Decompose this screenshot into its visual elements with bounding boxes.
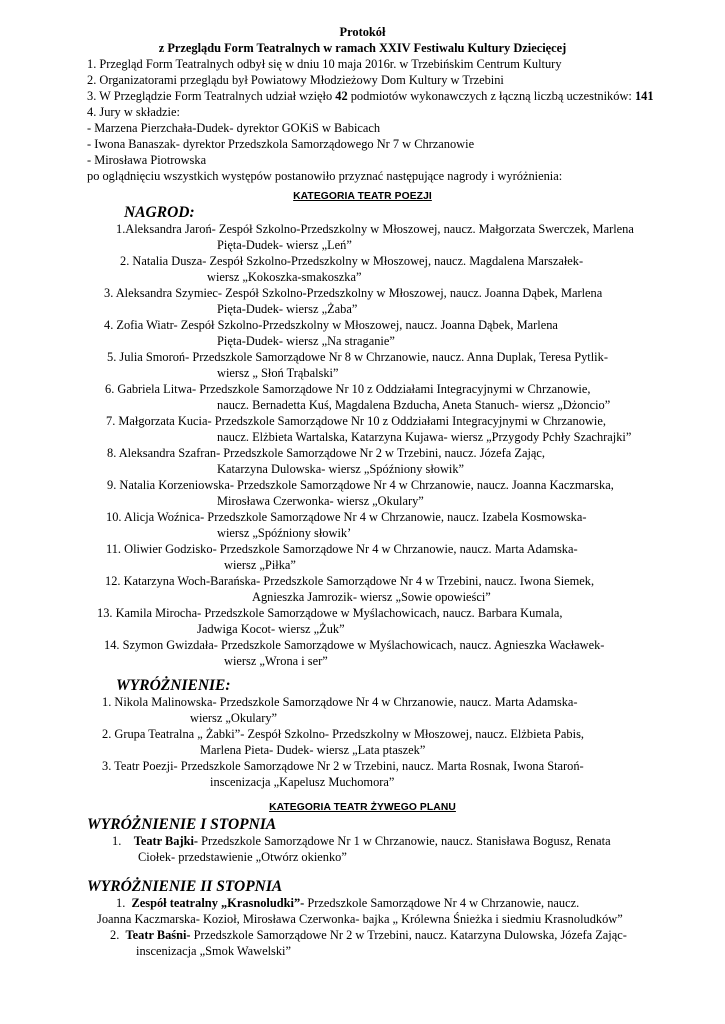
award-entry: 5. Julia Smoroń- Przedszkole Samorządowe Nr 8 w Chrzanowie, naucz. Anna Duplak, Teresa Pytlik- — [107, 350, 608, 364]
jury-member: - Mirosława Piotrowska — [87, 153, 207, 167]
award-entry: 8. Aleksandra Szafran- Przedszkole Samorządowe Nr 2 w Trzebini, naucz. Józefa Zając, — [107, 446, 545, 460]
award-entry-cont: Pięta-Dudek- wiersz „Leń” — [217, 238, 352, 252]
award-entry-cont: wiersz „Spóźniony słowik’ — [217, 526, 352, 540]
entry-details: Przedszkole Samorządowe Nr 2 w Trzebini, naucz. Katarzyna Dulowska, Józefa Zając- — [190, 928, 627, 942]
award-entry-cont: naucz. Elżbieta Wartalska, Katarzyna Kujawa- wiersz „Przygody Pchły Szachrajki” — [217, 430, 632, 444]
award-entry-cont: Agnieszka Jamrozik- wiersz „Sowie opowieści” — [252, 590, 491, 604]
award-entry-cont: naucz. Bernadetta Kuś, Magdalena Bzducha, Aneta Stanuch- wiersz „Dżoncio” — [217, 398, 611, 412]
jury-member: - Marzena Pierzchała-Dudek- dyrektor GOKiS w Babicach — [87, 121, 381, 135]
closing-sentence: po oglądnięciu wszystkich występów postanowiło przyznać następujące nagrody i wyróżnienia: — [87, 169, 563, 183]
award-entry: 12. Katarzyna Woch-Barańska- Przedszkole Samorządowe Nr 4 w Trzebini, naucz. Iwona Siemek, — [105, 574, 595, 588]
award-entry: 3. Aleksandra Szymiec- Zespół Szkolno-Przedszkolny w Młoszowej, naucz. Joanna Dąbek, Marlena — [104, 286, 603, 300]
award-entry: 10. Alicja Woźnica- Przedszkole Samorządowe Nr 4 w Chrzanowie, naucz. Izabela Kosmowska- — [106, 510, 587, 524]
award-entry-cont: Pięta-Dudek- wiersz „Na straganie” — [217, 334, 395, 348]
category-poetry-heading: KATEGORIA TEATR POEZJI — [293, 191, 432, 202]
award-entry-cont: wiersz „Piłka” — [224, 558, 296, 572]
distinction-entry-cont: Marlena Pieta- Dudek- wiersz „Lata ptaszek” — [200, 743, 426, 757]
entry-number: 1. — [112, 834, 122, 848]
award-entry: 1.Aleksandra Jaroń- Zespół Szkolno-Przedszkolny w Młoszowej, naucz. Małgorzata Swerczek, Marlena — [116, 222, 634, 236]
participants-count: 141 — [634, 89, 654, 103]
protocol-title: Protokół — [339, 25, 386, 39]
award-entry: 4. Zofia Wiatr- Zespół Szkolno-Przedszkolny w Młoszowej, naucz. Joanna Dąbek, Marlena — [104, 318, 558, 332]
entry-number: 2. — [110, 928, 120, 942]
award-entry: 2. Natalia Dusza- Zespół Szkolno-Przedszkolny w Młoszowej, naucz. Magdalena Marszałek- — [120, 254, 584, 268]
award-entry-cont: Pięta-Dudek- wiersz „Żaba” — [217, 302, 358, 316]
award-entry-cont: Mirosława Czerwonka- wiersz „Okulary” — [217, 494, 424, 508]
first-degree-heading: WYRÓŻNIENIE I STOPNIA — [87, 816, 277, 833]
award-entry-cont: wiersz „ Słoń Trąbalski” — [217, 366, 339, 380]
group-name: Zespół teatralny „Krasnoludki”- — [131, 896, 305, 910]
second-degree-heading: WYRÓŻNIENIE II STOPNIA — [87, 878, 283, 895]
paragraph-2: 2. Organizatorami przeglądu był Powiatowy Młodzieżowy Dom Kultury w Trzebini — [87, 73, 504, 87]
award-entry-cont: Katarzyna Dulowska- wiersz „Spóźniony słowik” — [217, 462, 465, 476]
group-name: Teatr Baśni- — [125, 928, 191, 942]
award-entry: 14. Szymon Gwizdała- Przedszkole Samorządowe w Myślachowicach, naucz. Agnieszka Wacławek- — [104, 638, 605, 652]
protocol-subtitle: z Przeglądu Form Teatralnych w ramach XXIV Festiwalu Kultury Dziecięcej — [158, 41, 567, 55]
distinction-heading: WYRÓŻNIENIE: — [116, 677, 231, 694]
jury-member: - Iwona Banaszak- dyrektor Przedszkola Samorządowego Nr 7 w Chrzanowie — [87, 137, 475, 151]
distinction-entry-cont: wiersz „Okulary” — [190, 711, 278, 725]
category-live-heading: KATEGORIA TEATR ŻYWEGO PLANU — [269, 802, 456, 813]
paragraph-4: 4. Jury w składzie: — [87, 105, 180, 119]
entities-count: 42 — [335, 89, 348, 103]
second-degree-entry-cont: Joanna Kaczmarska- Kozioł, Mirosława Czerwonka- bajka „ Królewna Śnieżka i siedmiu Krasnoludków” — [97, 912, 623, 926]
paragraph-1: 1. Przegląd Form Teatralnych odbył się w dniu 10 maja 2016r. w Trzebińskim Centrum Kultury — [87, 57, 562, 71]
award-entry: 7. Małgorzata Kucia- Przedszkole Samorządowe Nr 10 z Oddziałami Integracyjnymi w Chrzanowie, — [106, 414, 606, 428]
second-degree-entry-cont: inscenizacja „Smok Wawelski” — [136, 944, 291, 958]
awards-heading: NAGROD: — [124, 204, 195, 221]
entry-number: 1. — [116, 896, 126, 910]
award-entry-cont: wiersz „Kokoszka-smakoszka” — [207, 270, 362, 284]
entry-details: Przedszkole Samorządowe Nr 4 w Chrzanowie, naucz. — [304, 896, 580, 910]
award-entry: 6. Gabriela Litwa- Przedszkole Samorządowe Nr 10 z Oddziałami Integracyjnymi w Chrzanowie, — [105, 382, 591, 396]
award-entry: 9. Natalia Korzeniowska- Przedszkole Samorządowe Nr 4 w Chrzanowie, naucz. Joanna Kaczmarska, — [107, 478, 614, 492]
award-entry: 13. Kamila Mirocha- Przedszkole Samorządowe w Myślachowicach, naucz. Barbara Kumala, — [97, 606, 563, 620]
distinction-entry: 1. Nikola Malinowska- Przedszkole Samorządowe Nr 4 w Chrzanowie, naucz. Marta Adamska- — [102, 695, 578, 709]
first-degree-entry — [112, 833, 611, 849]
award-entry: 11. Oliwier Godzisko- Przedszkole Samorządowe Nr 4 w Chrzanowie, naucz. Marta Adamska- — [106, 542, 578, 556]
group-name: Teatr Bajki- — [133, 834, 199, 848]
distinction-entry: 2. Grupa Teatralna „ Żabki”- Zespół Szkolno- Przedszkolny w Młoszowej, naucz. Elżbieta Pabis, — [102, 727, 584, 741]
paragraph-3 — [87, 88, 654, 104]
paragraph-3-text-mid: podmiotów wykonawczych z łączną liczbą uczestników: — [347, 89, 635, 103]
distinction-entry: 3. Teatr Poezji- Przedszkole Samorządowe Nr 2 w Trzebini, naucz. Marta Rosnak, Iwona Staroń- — [102, 759, 584, 773]
distinction-entry-cont: inscenizacja „Kapelusz Muchomora” — [210, 775, 395, 789]
award-entry-cont: wiersz „Wrona i ser” — [224, 654, 328, 668]
entry-details: Przedszkole Samorządowe Nr 1 w Chrzanowie, naucz. Stanisława Bogusz, Renata — [198, 834, 611, 848]
award-entry-cont: Jadwiga Kocot- wiersz „Żuk” — [197, 622, 345, 636]
paragraph-3-text: 3. W Przeglądzie Form Teatralnych udział wzięło — [87, 89, 336, 103]
second-degree-entry — [116, 895, 579, 911]
second-degree-entry — [110, 927, 627, 943]
first-degree-entry-cont: Ciołek- przedstawienie „Otwórz okienko” — [138, 850, 347, 864]
